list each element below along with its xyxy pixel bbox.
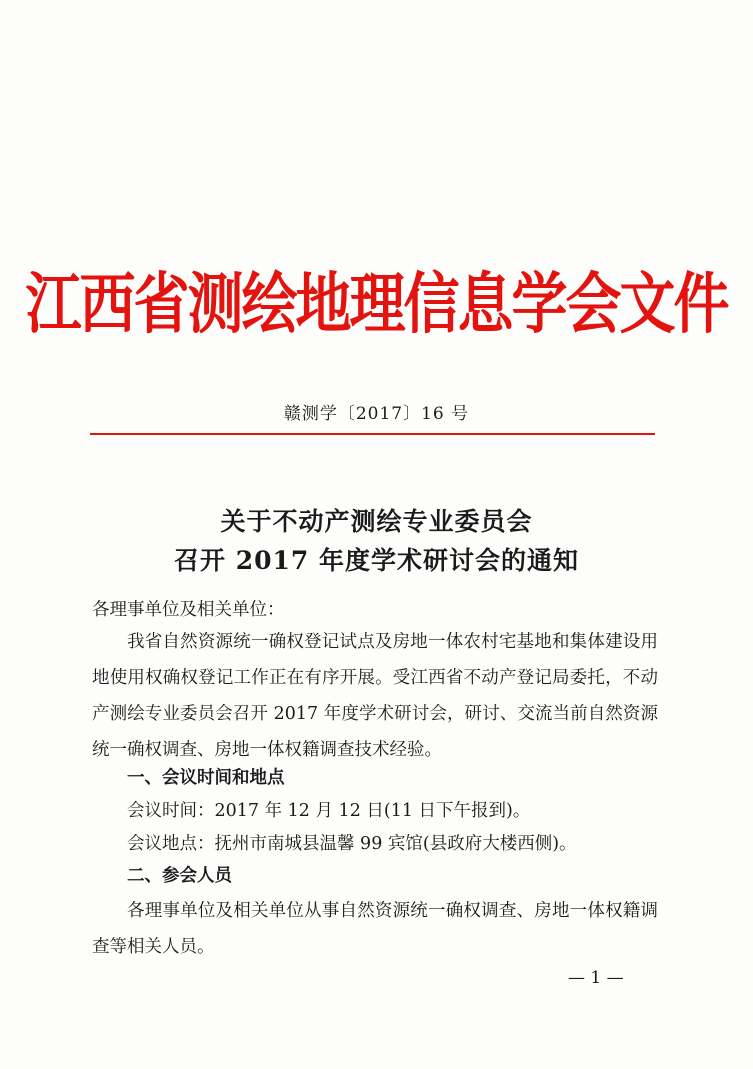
section-heading-time-place: 一、会议时间和地点	[127, 768, 285, 788]
meeting-place: 会议地点：抚州市南城县温馨 99 宾馆(县政府大楼西侧)。	[127, 834, 577, 854]
attendees-paragraph: 各理事单位及相关单位从事自然资源统一确权调查、房地一体权籍调查等相关人员。	[92, 901, 658, 957]
salutation: 各理事单位及相关单位：	[92, 600, 285, 620]
notice-title-line1: 关于不动产测绘专业委员会	[220, 507, 533, 536]
meeting-time: 会议时间：2017 年 12 月 12 日(11 日下午报到)。	[127, 801, 531, 821]
page-number: — 1 —	[568, 968, 624, 988]
document-number: 赣测学〔2017〕16 号	[283, 404, 470, 424]
notice-title-line2: 召开 2017 年度学术研讨会的通知	[174, 546, 579, 575]
red-divider-line	[90, 433, 655, 435]
document-header-title: 江西省测绘地理信息学会文件	[25, 266, 728, 343]
intro-paragraph: 我省自然资源统一确权登记试点及房地一体农村宅基地和集体建设用地使用权确权登记工作正在有序开展。受江西省不动产登记局委托，不动产测绘专业委员会召开 2017 年度学术研讨会，研讨、交流当前自然资源统一确权调查、房地一体权籍调查技术经验。	[92, 632, 658, 760]
section-heading-attendees: 二、参会人员	[127, 866, 232, 886]
